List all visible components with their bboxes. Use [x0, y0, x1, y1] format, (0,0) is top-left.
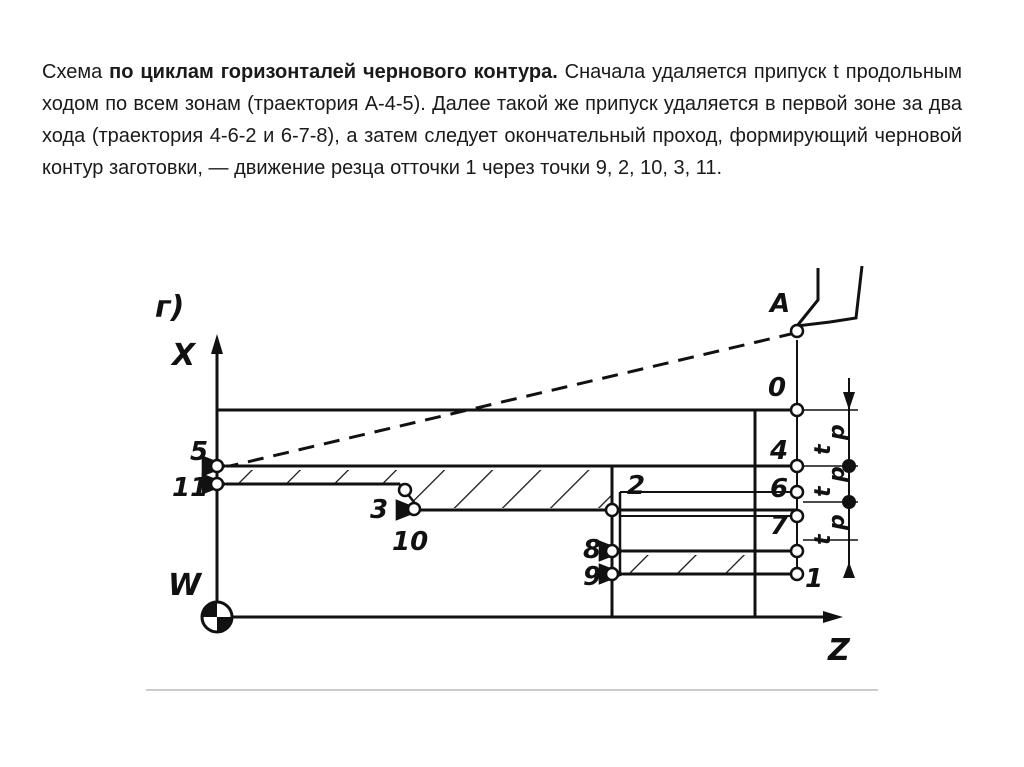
hatched-zone-lower — [630, 555, 752, 573]
svg-text:t: t — [811, 444, 836, 455]
point-10-marker — [408, 503, 420, 515]
dimension-arrow-bottom — [843, 562, 855, 578]
label-1: 1 — [805, 564, 824, 594]
svg-text:t: t — [811, 486, 836, 497]
panel-label: г) — [155, 290, 185, 325]
label-a: A — [770, 289, 791, 319]
dimension-label-1 — [811, 424, 850, 455]
point-7-marker — [791, 510, 803, 522]
hatched-zone-upper — [238, 470, 612, 508]
point-0-marker — [791, 404, 803, 416]
caption-lead: Схема — [42, 61, 110, 83]
point-2-marker — [606, 504, 618, 516]
z-axis-arrow — [823, 611, 843, 623]
svg-text:p: p — [825, 514, 850, 530]
caption-rest: Сначала удаляется припуск t продольным ходом по всем зонам (траектория А-4-5). Далее такой же припуск удаляется в первой зоне за два хода (траектория 4-6-2 и 6-7-8), а затем следует окончательный проход, формирующий черновой контур заготовки, — движение резца отточки 1 через точки 9, 2, 10, 3, 11. — [42, 61, 962, 179]
dimension-dot-lower — [842, 495, 856, 509]
label-5: 5 — [190, 437, 209, 467]
svg-text:p: p — [825, 424, 850, 440]
point-11-marker — [211, 478, 223, 490]
label-11: 11 — [172, 473, 209, 503]
label-7: 7 — [770, 511, 789, 541]
svg-text:t: t — [811, 534, 836, 545]
z-axis-label: Z — [828, 633, 850, 668]
label-4: 4 — [770, 436, 789, 466]
point-4-marker — [791, 460, 803, 472]
svg-text:p: p — [825, 466, 850, 482]
label-6: 6 — [770, 474, 789, 504]
tool-holder — [797, 266, 862, 326]
point-1-marker — [791, 568, 803, 580]
label-10: 10 — [392, 527, 429, 557]
x-axis-label: X — [172, 338, 196, 373]
label-9: 9 — [583, 562, 602, 592]
point-8-marker — [606, 545, 618, 557]
toolpath-a-to-5 — [230, 333, 795, 466]
point-a-marker — [791, 325, 803, 337]
point-right-mid-marker — [791, 545, 803, 557]
origin-symbol — [202, 602, 232, 632]
dimension-label-2 — [811, 466, 850, 497]
point-5-marker — [211, 460, 223, 472]
label-2: 2 — [627, 471, 646, 501]
label-8: 8 — [583, 535, 602, 565]
origin-label: W — [168, 568, 202, 603]
dimension-arrow-top — [843, 392, 855, 410]
x-axis-arrow — [211, 334, 223, 354]
point-3-marker — [399, 484, 411, 496]
label-3: 3 — [370, 495, 389, 525]
point-9-marker — [606, 568, 618, 580]
point-6-marker — [791, 486, 803, 498]
label-0: 0 — [768, 373, 787, 403]
caption-bold: по циклам горизонталей чернового контура. — [109, 61, 558, 83]
